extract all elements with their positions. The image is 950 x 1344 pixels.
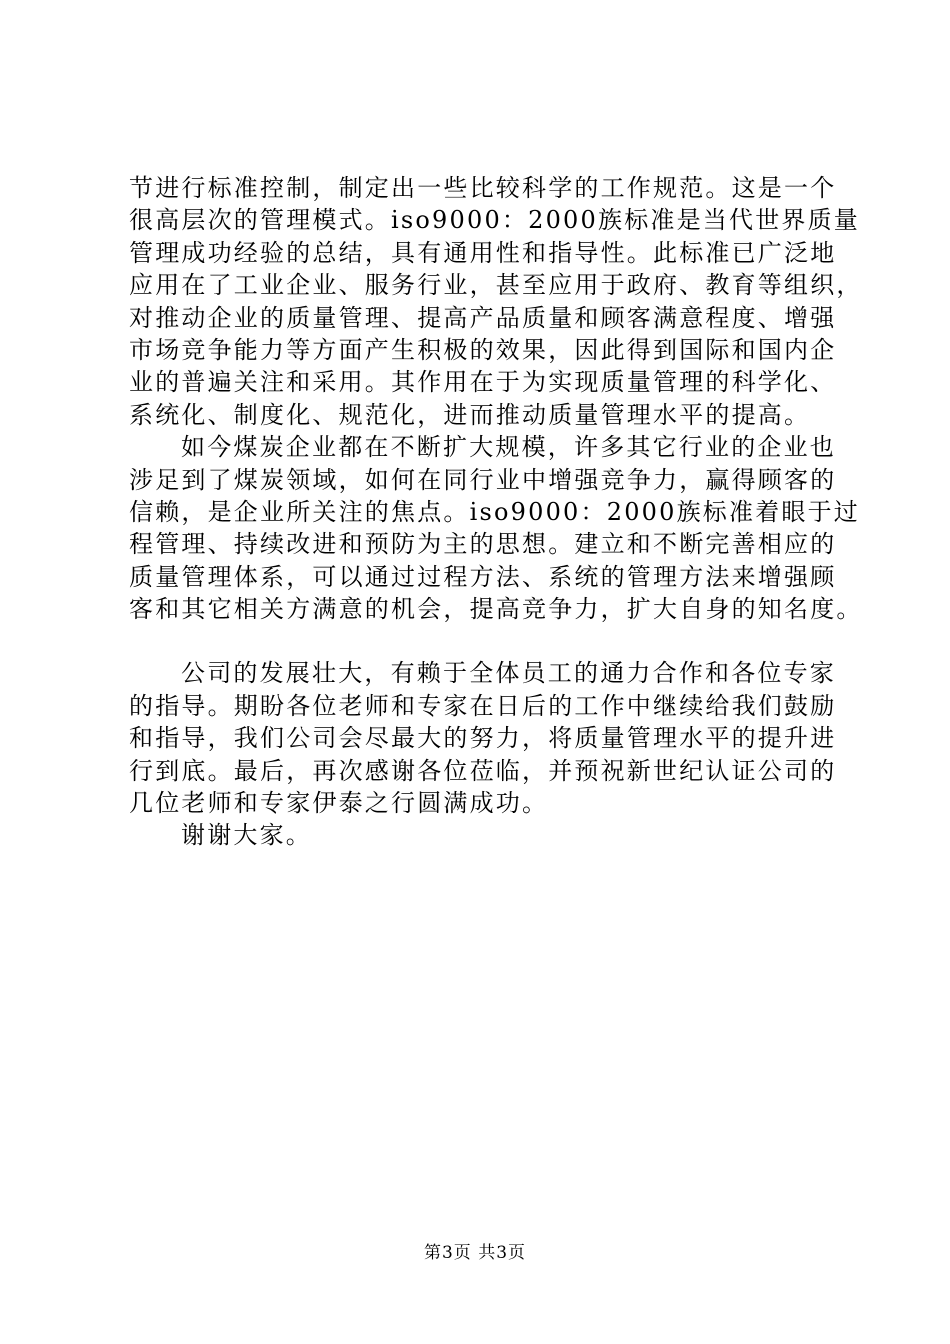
page-footer: 第3页 共3页 — [423, 1243, 527, 1263]
paragraph-coal-industry — [129, 431, 863, 625]
text-line: 质量管理体系，可以通过过程方法、系统的管理方法来增强顾 — [129, 562, 837, 591]
closing-line: 谢谢大家。 — [181, 821, 312, 850]
text-line: 如今煤炭企业都在不断扩大规模，许多其它行业的企业也 — [181, 433, 836, 462]
text-line: 系统化、制度化、规范化，进而推动质量管理水平的提高。 — [129, 400, 811, 429]
text-line: 信赖，是企业所关注的焦点。iso9000：2000族标准着眼于过 — [129, 497, 860, 526]
text-line: 行到底。最后，再次感谢各位莅临，并预祝新世纪认证公司的 — [129, 756, 837, 785]
text-line: 的指导。期盼各位老师和专家在日后的工作中继续给我们鼓励 — [129, 691, 837, 720]
paragraph-continuation — [129, 172, 863, 431]
text-line: 客和其它相关方满意的机会，提高竞争力，扩大自身的知名度。 — [129, 595, 863, 624]
text-line: 涉足到了煤炭领域，如何在同行业中增强竞争力，赢得顾客的 — [129, 465, 837, 494]
text-line: 很高层次的管理模式。iso9000：2000族标准是当代世界质量 — [129, 206, 860, 235]
text-line: 程管理、持续改进和预防为主的思想。建立和不断完善相应的 — [129, 530, 837, 559]
text-line: 对推动企业的质量管理、提高产品质量和顾客满意程度、增强 — [129, 303, 837, 332]
paragraph-gap — [129, 625, 849, 657]
text-line: 节进行标准控制，制定出一些比较科学的工作规范。这是一个 — [129, 174, 837, 202]
paragraph-thanks — [129, 657, 849, 819]
text-line: 管理成功经验的总结，具有通用性和指导性。此标准已广泛地 — [129, 238, 837, 267]
text-line: 和指导，我们公司会尽最大的努力，将质量管理水平的提升进 — [129, 724, 837, 753]
text-line: 应用在了工业企业、服务行业，甚至应用于政府、教育等组织， — [129, 271, 863, 300]
document-body — [129, 172, 863, 852]
text-line: 公司的发展壮大，有赖于全体员工的通力合作和各位专家 — [181, 659, 836, 688]
text-line: 几位老师和专家伊泰之行圆满成功。 — [129, 789, 549, 818]
text-line: 业的普遍关注和采用。其作用在于为实现质量管理的科学化、 — [129, 368, 837, 397]
text-line: 市场竞争能力等方面产生积极的效果，因此得到国际和国内企 — [129, 335, 837, 364]
